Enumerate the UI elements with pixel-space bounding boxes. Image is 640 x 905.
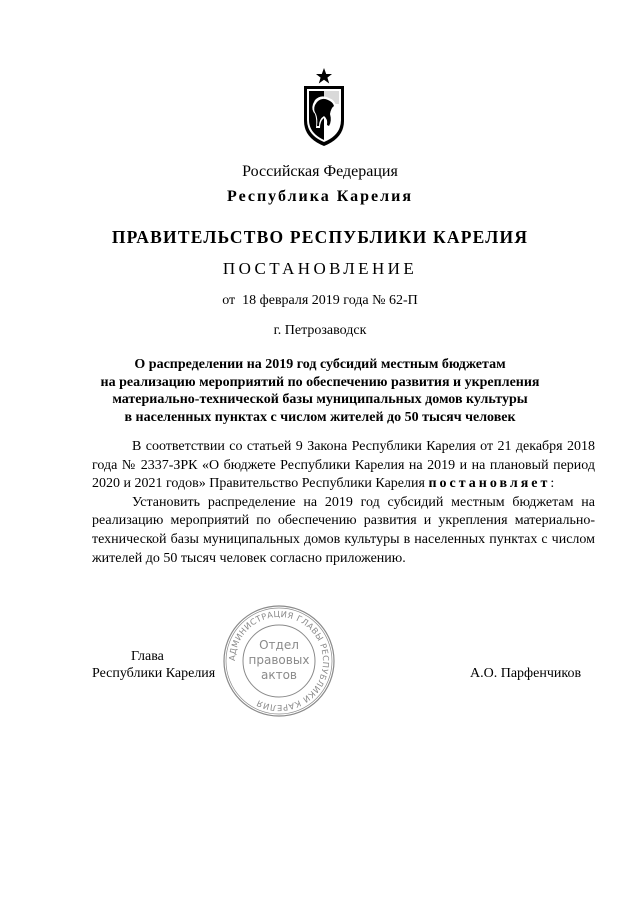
stamp-line: Отдел: [259, 638, 299, 652]
stamp-line: правовых: [248, 653, 310, 667]
republic-name: Республика Карелия: [227, 188, 413, 205]
signatory-organization: Республики Карелия: [92, 666, 216, 681]
document-title: [0, 356, 640, 426]
country-name: Российская Федерация: [242, 163, 398, 180]
document-body: [92, 438, 595, 568]
preamble-text: В соответствии со статьей 9 Закона Республики Карелия от 21 декабря 2018 года № 2337-ЗРК «О бюджете Республики Карелия на 2019 и на плановый период 2020 и 2021 годов» Правительство Республики Карелия: [92, 439, 595, 492]
signatory-name: А.О. Парфенчиков: [470, 666, 582, 681]
resolve-word: постановляет: [428, 476, 551, 492]
body-paragraph: [92, 438, 595, 494]
karelia-coat-of-arms-icon: [299, 66, 349, 148]
stamp-line: актов: [260, 668, 298, 682]
stamp-ring-text: АДМИНИСТРАЦИЯ ГЛАВЫ РЕСПУБЛИКИ КАРЕЛИЯ: [226, 608, 332, 714]
document-city: г. Петрозаводск: [273, 323, 367, 338]
title-line: на реализацию мероприятий по обеспечению развития и укрепления: [100, 374, 540, 390]
body-paragraph: Установить распределение на 2019 год субсидий местным бюджетам на реализацию мероприятий по обеспечению развития и укрепления материально-технической базы муниципальных домов культуры в населенных пунктах с числом жителей до 50 тысяч человек согласно приложению.: [92, 494, 595, 566]
document-date-number: от 18 февраля 2019 года № 62-П: [222, 293, 418, 308]
title-line: О распределении на 2019 год субсидий местным бюджетам: [134, 357, 506, 372]
document-type: ПОСТАНОВЛЕНИЕ: [222, 259, 418, 278]
title-line: материально-технической базы муниципальных домов культуры: [112, 392, 528, 407]
title-line: в населенных пунктах с числом жителей до 50 тысяч человек: [124, 409, 516, 425]
legal-department-stamp: [221, 603, 337, 719]
signatory-title: Глава: [131, 649, 164, 664]
resolve-colon: :: [550, 476, 555, 492]
government-name: ПРАВИТЕЛЬСТВО РЕСПУБЛИКИ КАРЕЛИЯ: [111, 227, 529, 247]
